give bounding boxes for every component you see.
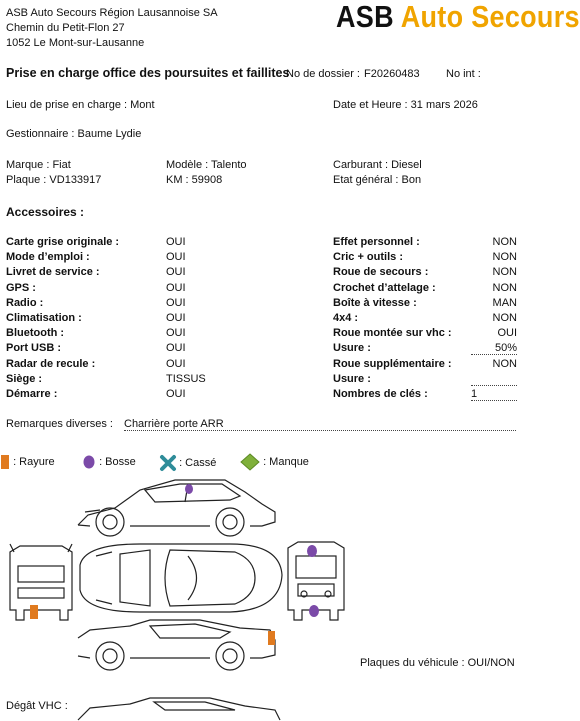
car-rear-view: [288, 542, 344, 620]
accessoire-label: Climatisation :: [6, 312, 82, 324]
legend-rayure: [0, 455, 55, 469]
accessoire-value: [471, 373, 517, 386]
damage-rayure-marker-1: [30, 605, 38, 619]
accessoire-value: NON: [492, 281, 517, 294]
accessoire-value: OUI: [166, 357, 186, 370]
logo-part1: ASB: [336, 0, 394, 34]
remarques-value: Charrière porte ARR: [124, 418, 224, 430]
accessoire-value: OUI: [166, 327, 186, 340]
date-heure: Date et Heure : 31 mars 2026: [333, 99, 478, 111]
damage-rayure-marker-2: [268, 631, 275, 645]
accessoire-label: GPS :: [6, 281, 36, 294]
plaque: Plaque : VD133917: [6, 174, 102, 186]
kilometrage: KM : 59908: [166, 174, 223, 186]
accessoire-value: 1: [471, 388, 517, 401]
manque-icon: [240, 453, 260, 471]
legend-rayure-label: : Rayure: [13, 455, 55, 468]
accessoire-value: MAN: [492, 296, 517, 309]
company-name: ASB Auto Secours Région Lausannoise SA: [6, 7, 218, 19]
accessoires-heading: Accessoires :: [6, 205, 85, 219]
accessoire-value: OUI: [166, 312, 186, 324]
accessoire-value: NON: [492, 251, 517, 264]
accessoire-value: NON: [492, 357, 517, 370]
accessoire-label: Nombres de clés :: [333, 388, 428, 400]
accessoire-label: Effet personnel :: [333, 236, 420, 248]
modele: Modèle : Talento: [166, 159, 247, 171]
car-side-view-top: [78, 480, 275, 536]
accessoire-value: OUI: [166, 281, 186, 294]
remarques-label: Remarques diverses :: [6, 418, 113, 430]
legend-manque-label: : Manque: [263, 455, 309, 468]
legend-casse-label: : Cassé: [179, 456, 217, 469]
accessoire-label: Radio :: [6, 296, 44, 309]
degat-label: Dégât VHC :: [6, 700, 68, 712]
accessoire-value: NON: [492, 312, 517, 324]
accessoire-value: OUI: [166, 236, 186, 248]
accessoire-label: Livret de service :: [6, 266, 100, 279]
accessoire-value: OUI: [166, 296, 186, 309]
bosse-icon: [82, 455, 96, 469]
accessoire-label: Boîte à vitesse :: [333, 296, 417, 309]
accessoire-label: Usure :: [333, 372, 371, 385]
accessoire-value: OUI: [166, 342, 186, 355]
accessoire-value: NON: [492, 266, 517, 279]
remarques-field: [124, 418, 516, 431]
accessoire-value: NON: [492, 236, 517, 248]
accessoire-label: Roue de secours :: [333, 266, 429, 279]
dossier-label: No de dossier :: [286, 68, 360, 80]
accessoire-value: OUI: [166, 251, 186, 264]
car-front-view: [10, 544, 72, 620]
accessoire-label: Usure :: [333, 342, 371, 355]
legend-bosse: [82, 455, 136, 469]
legend-casse: [160, 455, 216, 471]
accessoire-label: Roue montée sur vhc :: [333, 327, 452, 340]
accessoire-value: OUI: [166, 266, 186, 279]
marque: Marque : Fiat: [6, 159, 71, 171]
company-street: Chemin du Petit-Flon 27: [6, 22, 125, 34]
rayure-icon: [0, 455, 10, 469]
accessoire-label: Crochet d’attelage :: [333, 281, 436, 294]
accessoire-label: Bluetooth :: [6, 327, 65, 340]
legend-bosse-label: : Bosse: [99, 455, 136, 468]
car-side-view-bottom: [78, 620, 275, 670]
casse-icon: [160, 455, 176, 471]
accessoire-value: OUI: [166, 388, 186, 400]
accessoire-label: Mode d’emploi :: [6, 251, 90, 264]
etat-general: Etat général : Bon: [333, 174, 422, 186]
accessoire-label: Roue supplémentaire :: [333, 357, 452, 370]
lieu-prise-en-charge: Lieu de prise en charge : Mont: [6, 99, 155, 111]
damage-bosse-marker-1: [185, 484, 193, 494]
company-address: [6, 6, 218, 51]
brand-logo: [336, 0, 580, 35]
accessoire-label: Radar de recule :: [6, 357, 96, 370]
dossier-value: F20260483: [364, 68, 420, 80]
damage-bosse-marker-2: [307, 545, 317, 557]
gestionnaire: Gestionnaire : Baume Lydie: [6, 128, 142, 140]
accessoire-label: Démarre :: [6, 388, 58, 400]
accessoire-label: Carte grise originale :: [6, 236, 120, 248]
accessoire-label: Siège :: [6, 372, 43, 385]
accessoire-value: 50%: [471, 342, 517, 355]
document-title: Prise en charge office des poursuites et faillites: [6, 66, 290, 80]
company-city: 1052 Le Mont-sur-Lausanne: [6, 37, 145, 49]
accessoire-label: Cric + outils :: [333, 251, 403, 264]
vehicle-damage-diagram: [0, 470, 350, 685]
carburant: Carburant : Diesel: [333, 159, 422, 171]
plaques-vehicule: Plaques du véhicule : OUI/NON: [360, 657, 515, 669]
accessoire-label: Port USB :: [6, 342, 61, 355]
accessoire-label: 4x4 :: [333, 312, 359, 324]
accessoire-value: TISSUS: [166, 372, 206, 385]
car-side-view-degat: [70, 694, 320, 721]
legend-manque: [240, 453, 309, 471]
logo-part2: Auto Secours: [400, 0, 580, 34]
accessoire-value: OUI: [497, 327, 517, 340]
damage-bosse-marker-3: [309, 605, 319, 617]
car-top-view: [80, 544, 282, 612]
no-int-label: No int :: [446, 68, 481, 80]
